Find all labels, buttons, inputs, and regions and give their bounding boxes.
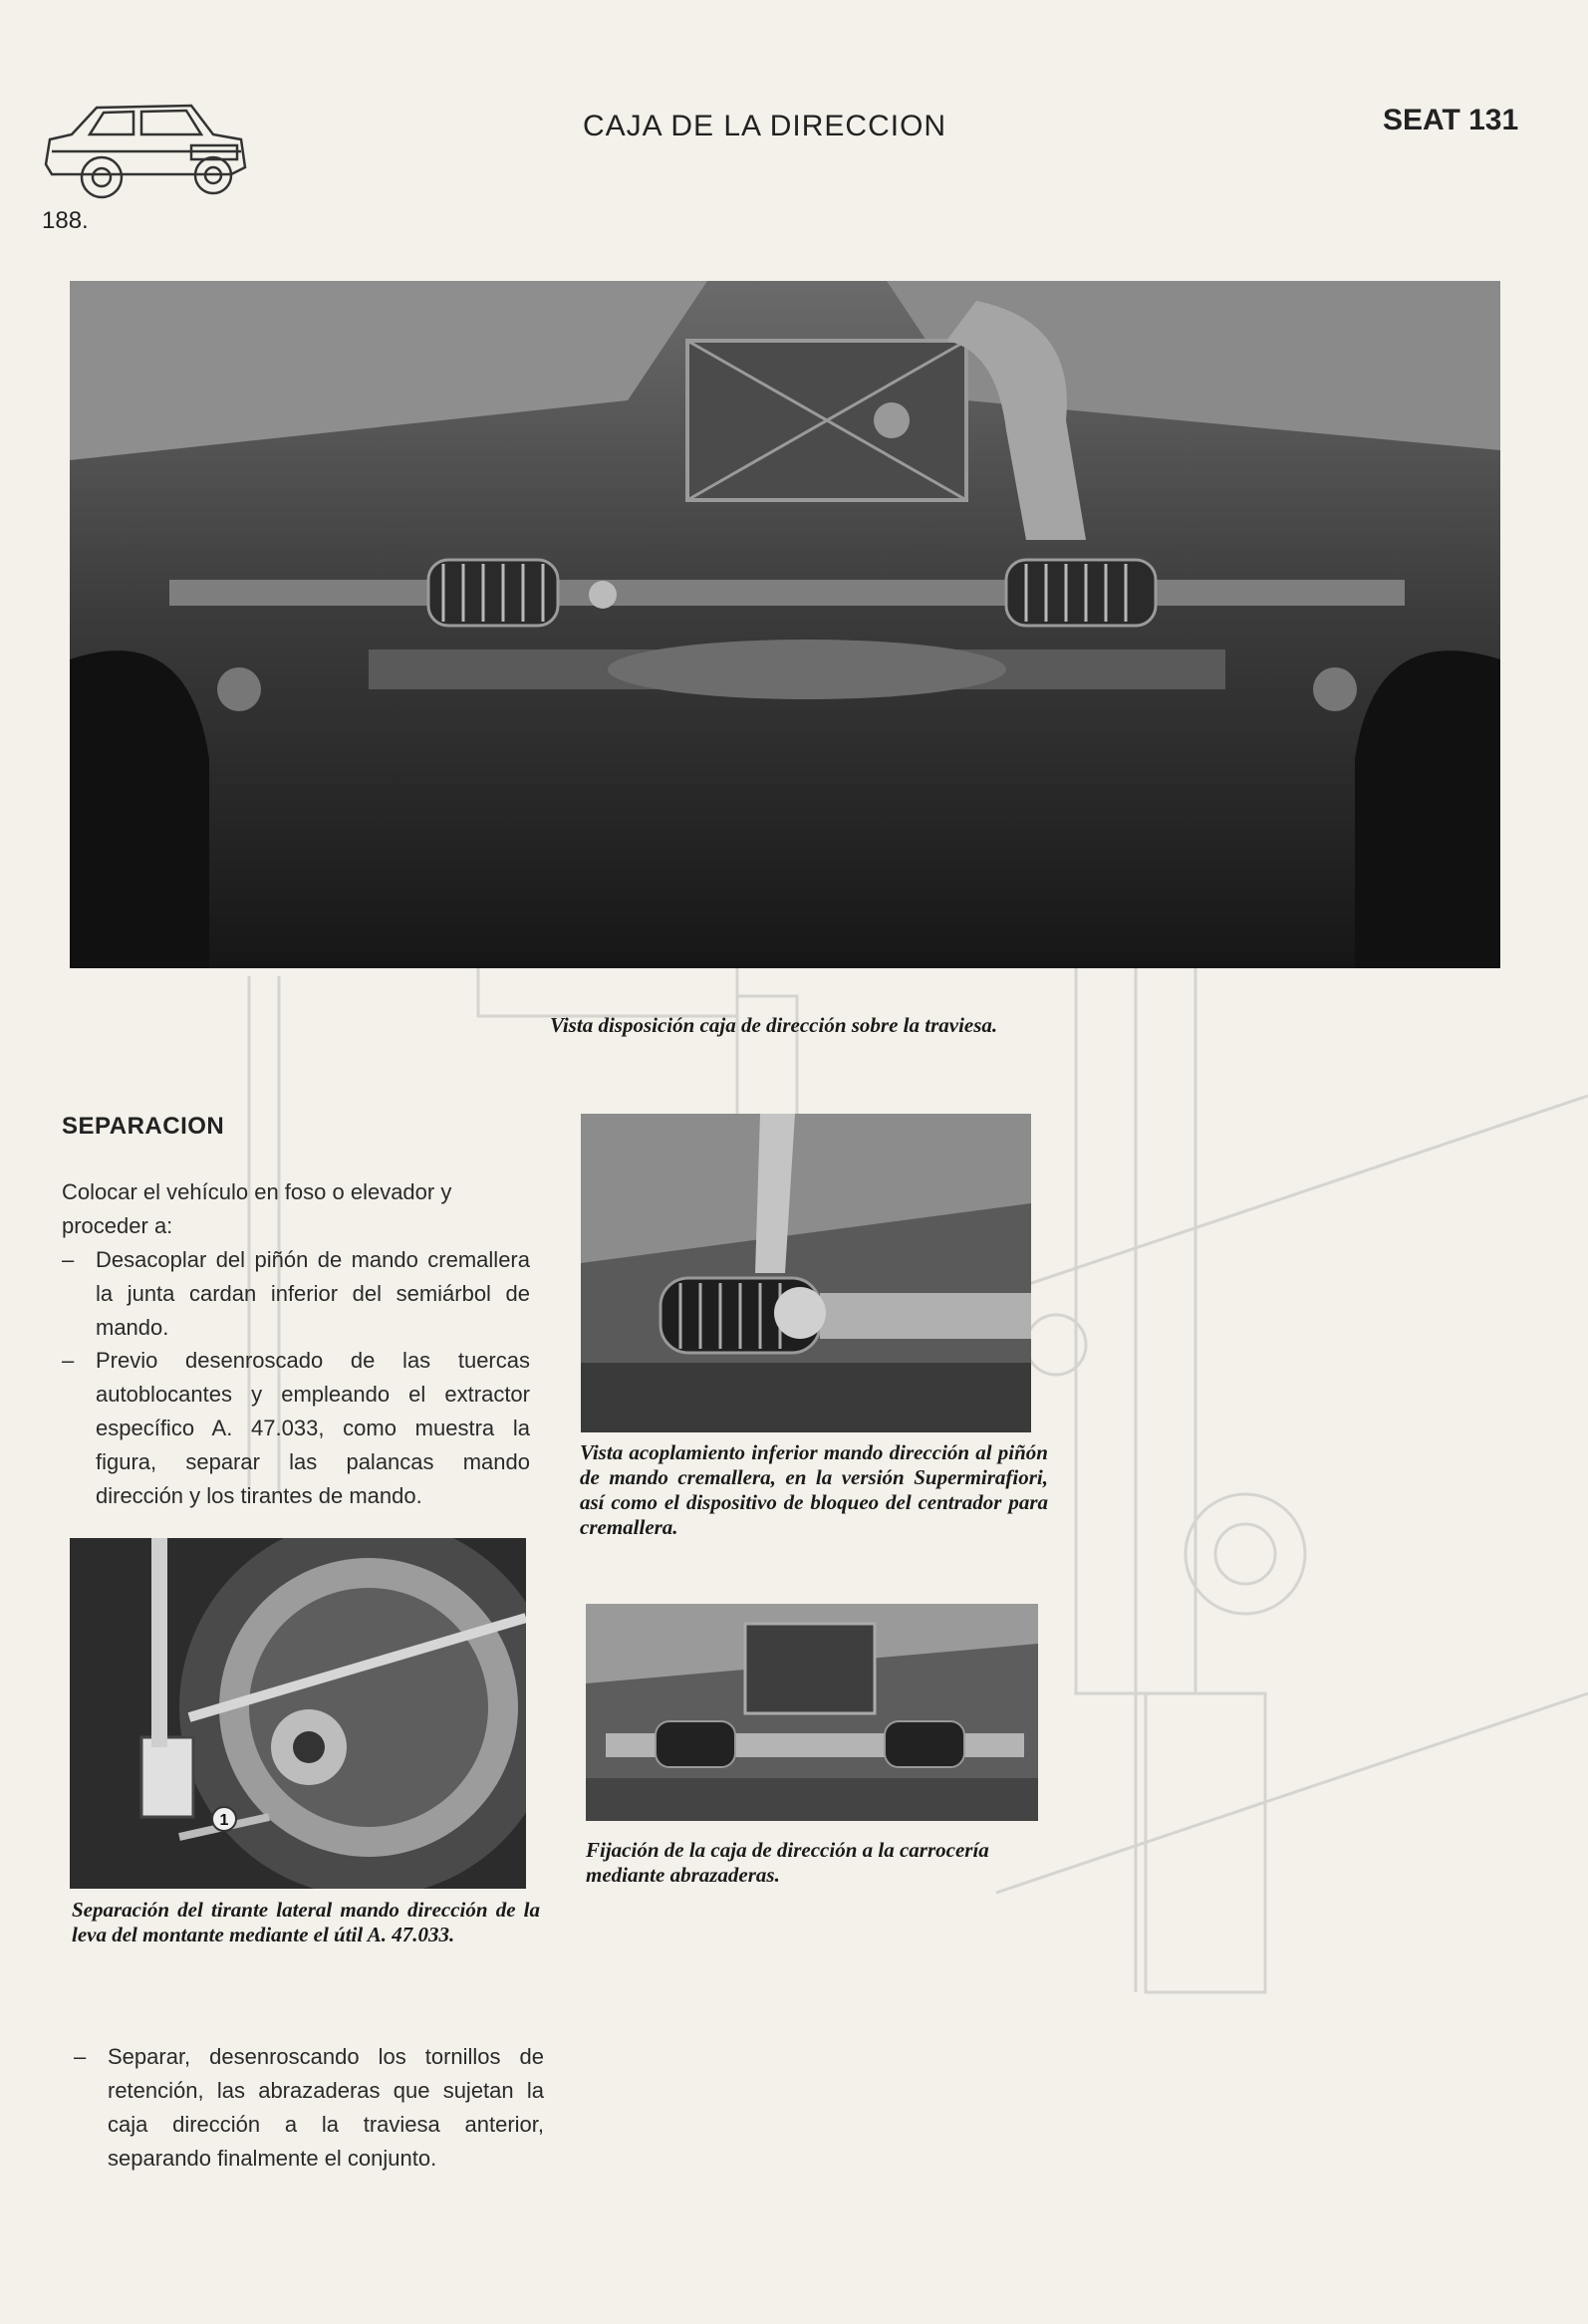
step-item: [62, 1344, 530, 1513]
photo-tie-rod-separation: [70, 1538, 526, 1889]
step-item: [74, 2040, 544, 2176]
coupling-photo-caption: Vista acoplamiento inferior mando dirección al piñón de mando cremallera, en la versión Supermirafiori, así como el dispositivo de bloqueo del centrador para cremallera.: [580, 1440, 1048, 1539]
dash-bullet: –: [62, 1247, 75, 1272]
callout-number: 1: [219, 1812, 229, 1829]
page-title: CAJA DE LA DIRECCION: [583, 110, 947, 142]
step-item: [62, 1243, 530, 1345]
brand-model: SEAT 131: [1383, 104, 1519, 136]
main-photo-caption: Vista disposición caja de dirección sobre la traviesa.: [550, 1013, 998, 1037]
fixing-photo-caption: Fijación de la caja de dirección a la carrocería mediante abrazaderas.: [586, 1838, 989, 1887]
car-logo-icon: [42, 80, 251, 204]
section-heading: SEPARACION: [62, 1113, 225, 1140]
step-text: Previo desenroscado de las tuercas autoblocantes y empleando el extractor específico A. 47.033, como muestra la figura, separar las palancas mando dirección y los tirantes de mando.: [96, 1348, 530, 1508]
step-text: Separar, desenroscando los tornillos de retención, las abrazaderas que sujetan la caja dirección a la traviesa anterior, separando finalmente el conjunto.: [108, 2044, 544, 2171]
page-number: 188.: [42, 207, 89, 234]
step-text: Desacoplar del piñón de mando cremallera la junta cardan inferior del semiárbol de mando.: [96, 1247, 530, 1340]
photo-steering-box-crossmember: [70, 281, 1500, 968]
section-intro: Colocar el vehículo en foso o elevador y proceder a:: [62, 1179, 452, 1238]
photo-steering-box-fixing: [586, 1604, 1038, 1821]
tierod-photo-caption: Separación del tirante lateral mando dirección de la leva del montante mediante el útil A. 47.033.: [72, 1898, 540, 1946]
dash-bullet: –: [62, 1348, 75, 1373]
photo-lower-coupling: [581, 1114, 1031, 1432]
dash-bullet: –: [74, 2044, 87, 2069]
